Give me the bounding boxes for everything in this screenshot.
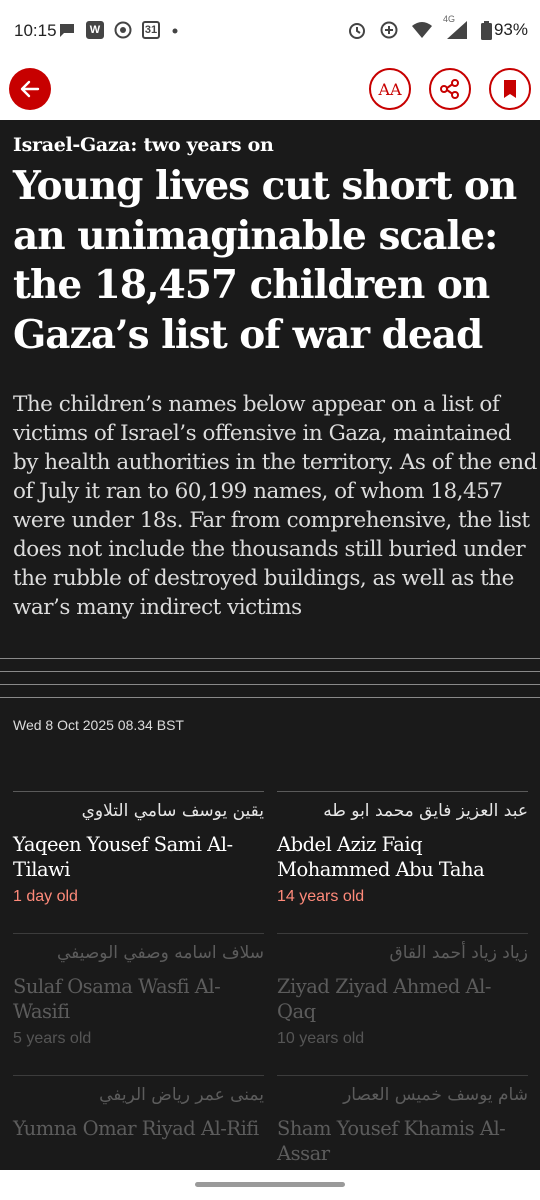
cell-signal-icon	[442, 14, 469, 40]
battery-icon	[481, 21, 492, 40]
child-age: 1 day old	[13, 888, 78, 905]
child-name-arabic: شام يوسف خميس العصار	[343, 1085, 528, 1105]
child-age: 14 years old	[277, 888, 365, 905]
alarm-icon	[347, 20, 367, 40]
child-name: Yaqeen Yousef Sami Al-Tilawi	[13, 833, 233, 881]
system-nav-bar	[0, 1170, 540, 1200]
child-name: Sham Yousef Khamis Al-Assar	[277, 1117, 506, 1165]
bookmark-button[interactable]	[489, 68, 531, 110]
home-gesture-handle[interactable]	[195, 1182, 345, 1187]
share-button[interactable]	[429, 68, 471, 110]
text-size-button[interactable]	[369, 68, 411, 110]
child-name-arabic: عبد العزيز فايق محمد ابو طه	[323, 801, 528, 821]
clock: 10:15	[14, 21, 57, 40]
child-card	[13, 1075, 264, 1170]
children-list	[13, 791, 528, 1170]
back-button[interactable]	[9, 68, 51, 110]
article-standfirst: The children’s names below appear on a list of victims of Israel’s offensive in Gaza, maintained by health authorities in the territory. As of the end of July it ran to 60,199 names, of whom 18,457 were under 18s. Far from comprehensive, the list does not include the thousands still buried under the rubble of destroyed buildings, as well as the war’s many indirect victims	[13, 392, 537, 620]
calendar-icon: 31	[142, 21, 160, 39]
child-age: 5 years old	[13, 1030, 92, 1047]
child-card	[277, 791, 528, 933]
child-age: 10 years old	[277, 1030, 365, 1047]
status-bar	[0, 0, 540, 62]
battery-percent: 93%	[493, 20, 528, 39]
bookmark-icon	[502, 79, 518, 99]
share-icon	[439, 78, 461, 100]
child-name-arabic: زياد زياد أحمد القاق	[389, 943, 528, 963]
article-content	[0, 124, 540, 1170]
chat-bubble-icon	[58, 21, 76, 39]
arrow-left-icon	[18, 77, 42, 101]
article-headline: Young lives cut short on an unimaginable scale: the 18,457 children on Gaza’s list of war dead	[13, 163, 517, 358]
network-type-label: 4G	[442, 14, 455, 24]
child-card	[13, 933, 264, 1075]
child-card	[277, 1075, 528, 1170]
w-app-icon: W	[86, 21, 104, 39]
text-size-icon: AA	[378, 79, 402, 99]
child-card	[13, 791, 264, 933]
article-dateline: Wed 8 Oct 2025 08.34 BST	[13, 717, 184, 733]
section-divider	[0, 658, 540, 710]
system-icons	[347, 14, 528, 40]
child-name: Yumna Omar Riyad Al-Rifi	[13, 1117, 259, 1140]
child-name: Abdel Aziz Faiq Mohammed Abu Taha	[277, 833, 485, 881]
child-card	[277, 933, 528, 1075]
dot-icon	[170, 21, 180, 39]
child-name: Ziyad Ziyad Ahmed Al-Qaq	[277, 975, 491, 1023]
wifi-icon	[411, 21, 433, 39]
data-saver-icon	[379, 20, 399, 40]
article-kicker[interactable]: Israel-Gaza: two years on	[13, 134, 274, 156]
notification-icons	[58, 21, 180, 39]
chrome-icon	[114, 21, 132, 39]
child-name-arabic: يقين يوسف سامي التلاوي	[81, 801, 264, 821]
article-toolbar	[0, 62, 540, 120]
child-name: Sulaf Osama Wasfi Al-Wasifi	[13, 975, 221, 1023]
child-name-arabic: يمنى عمر رياض الريفي	[99, 1085, 264, 1105]
child-name-arabic: سلاف اسامه وصفي الوصيفي	[56, 943, 264, 963]
